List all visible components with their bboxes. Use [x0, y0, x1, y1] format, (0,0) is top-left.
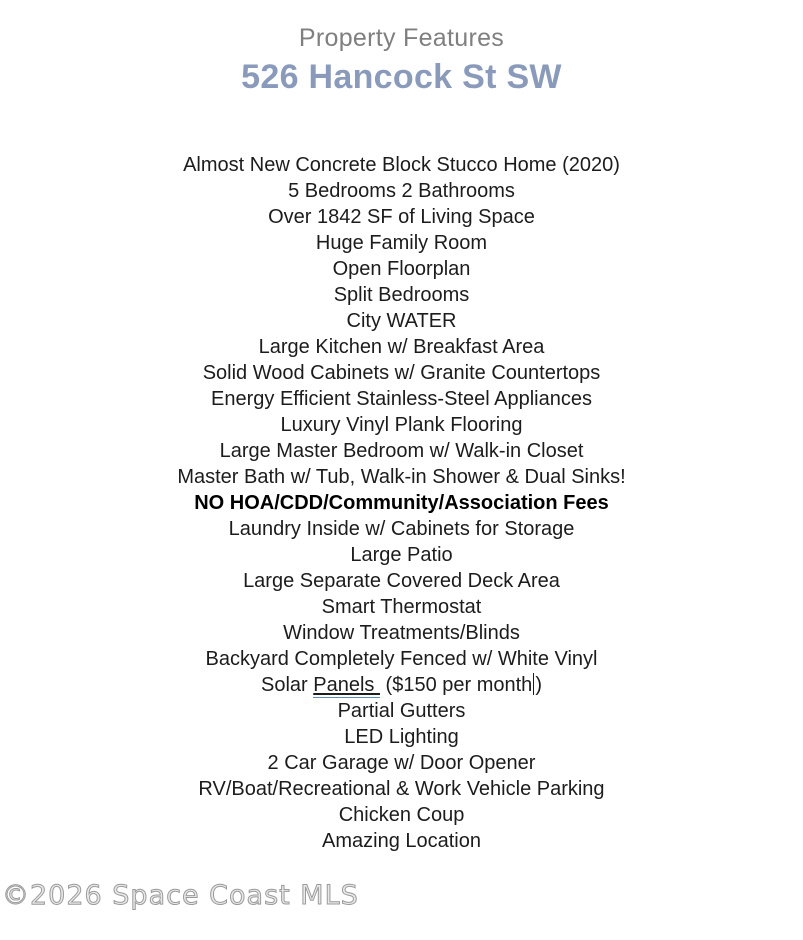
feature-text: ($150 per month [379, 674, 533, 696]
feature-line: 5 Bedrooms 2 Bathrooms [288, 180, 515, 202]
feature-text: Solar [261, 674, 314, 696]
feature-line: RV/Boat/Recreational & Work Vehicle Parking [198, 778, 605, 800]
feature-line: Backyard Completely Fenced w/ White Vinyl [205, 648, 598, 670]
feature-line: Large Separate Covered Deck Area [243, 570, 560, 592]
feature-line: Split Bedrooms [333, 284, 470, 306]
property-address-title: 526 Hancock St SW [241, 58, 562, 96]
feature-line: Almost New Concrete Block Stucco Home (2020) [183, 154, 620, 176]
feature-line: Large Patio [350, 544, 453, 566]
feature-line [0, 672, 803, 698]
feature-line: Over 1842 SF of Living Space [268, 206, 535, 228]
feature-line: Smart Thermostat [321, 596, 482, 618]
mls-watermark: ©2026 Space Coast MLS [2, 880, 359, 911]
feature-line: Solid Wood Cabinets w/ Granite Countertops [202, 362, 601, 384]
feature-line: Large Kitchen w/ Breakfast Area [258, 336, 545, 358]
feature-line: NO HOA/CDD/Community/Association Fees [194, 492, 609, 514]
features-list [0, 152, 803, 854]
feature-line: Open Floorplan [332, 258, 471, 280]
flyer-header [0, 0, 803, 99]
feature-line: Luxury Vinyl Plank Flooring [280, 414, 523, 436]
feature-line: City WATER [346, 310, 457, 332]
feature-line: Master Bath w/ Tub, Walk-in Shower & Dual Sinks! [177, 466, 626, 488]
feature-line: Laundry Inside w/ Cabinets for Storage [228, 518, 575, 540]
feature-line: Partial Gutters [337, 700, 466, 722]
feature-line: Energy Efficient Stainless-Steel Appliances [211, 388, 592, 410]
feature-line: Window Treatments/Blinds [283, 622, 520, 644]
feature-line: Large Master Bedroom w/ Walk-in Closet [219, 440, 584, 462]
feature-line: Chicken Coup [338, 804, 465, 826]
feature-line: Amazing Location [322, 830, 481, 852]
feature-line: Huge Family Room [315, 232, 488, 254]
feature-text: ) [535, 674, 542, 696]
underlined-word: Panels [313, 674, 380, 696]
page-title: Property Features [298, 24, 505, 52]
feature-line: LED Lighting [344, 726, 459, 748]
feature-line: 2 Car Garage w/ Door Opener [267, 752, 536, 774]
